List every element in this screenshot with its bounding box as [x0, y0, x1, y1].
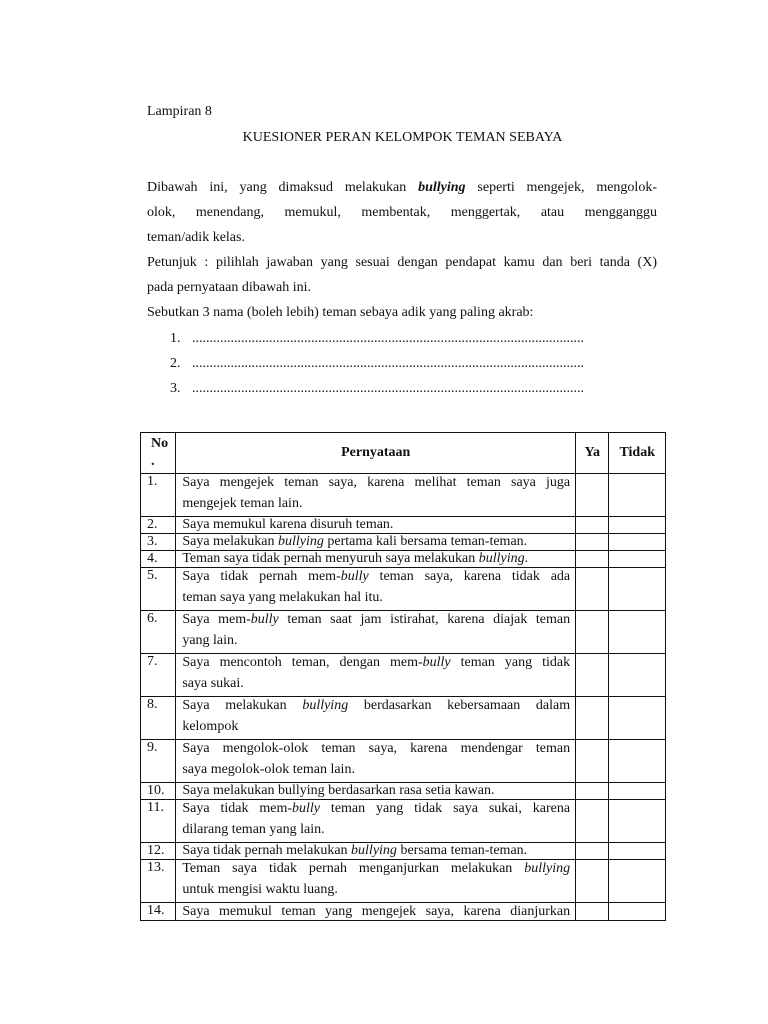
friend-name-line-2[interactable]: 2. ................................................................................................................: [170, 356, 584, 371]
row-number: 9.: [141, 740, 176, 783]
row-statement: Saya mengejek teman saya, karena melihat teman saya juga mengejek teman lain.: [176, 474, 576, 517]
header-statement: Pernyataan: [176, 433, 576, 474]
answer-ya-cell[interactable]: [576, 654, 609, 697]
row-statement: Saya melakukan bullying pertama kali bersama teman-teman.: [176, 534, 576, 551]
answer-tidak-cell[interactable]: [609, 551, 666, 568]
table-row: [141, 534, 666, 551]
row-statement: Saya mengolok-olok teman saya, karena mendengar teman saya megolok-olok teman lain.: [176, 740, 576, 783]
statements-table: [140, 432, 666, 921]
friend-name-line-1[interactable]: 1. ................................................................................................................: [170, 331, 584, 346]
answer-tidak-cell[interactable]: [609, 611, 666, 654]
answer-tidak-cell[interactable]: [609, 740, 666, 783]
header-tidak: Tidak: [609, 433, 666, 474]
table-row: [141, 568, 666, 611]
row-statement: Saya tidak mem-bully teman yang tidak saya sukai, karena dilarang teman yang lain.: [176, 800, 576, 843]
answer-ya-cell[interactable]: [576, 534, 609, 551]
row-statement: Saya memukul karena disuruh teman.: [176, 517, 576, 534]
instruction-line-1: Petunjuk : pilihlah jawaban yang sesuai dengan pendapat kamu dan beri tanda (X): [147, 255, 657, 270]
row-number: 12.: [141, 843, 176, 860]
row-number: 11.: [141, 800, 176, 843]
row-statement: Teman saya tidak pernah menyuruh saya melakukan bullying.: [176, 551, 576, 568]
table-header-row: [141, 433, 666, 474]
answer-tidak-cell[interactable]: [609, 568, 666, 611]
table-row: [141, 517, 666, 534]
table-row: [141, 740, 666, 783]
document-title: KUESIONER PERAN KELOMPOK TEMAN SEBAYA: [242, 130, 563, 145]
table-row: [141, 800, 666, 843]
answer-ya-cell[interactable]: [576, 568, 609, 611]
intro-line-2: olok, menendang, memukul, membentak, menggertak, atau mengganggu: [147, 205, 657, 220]
instruction-line-2: pada pernyataan dibawah ini.: [147, 280, 312, 295]
answer-ya-cell[interactable]: [576, 860, 609, 903]
row-number: 13.: [141, 860, 176, 903]
row-number: 14.: [141, 903, 176, 921]
answer-tidak-cell[interactable]: [609, 654, 666, 697]
friend-name-line-3[interactable]: 3. ................................................................................................................: [170, 381, 584, 396]
table-row: [141, 783, 666, 800]
row-number: 4.: [141, 551, 176, 568]
row-number: 8.: [141, 697, 176, 740]
row-number: 5.: [141, 568, 176, 611]
row-number: 7.: [141, 654, 176, 697]
row-statement: Saya memukul teman yang mengejek saya, karena dianjurkan: [176, 903, 576, 921]
row-statement: Saya tidak pernah mem-bully teman saya, karena tidak ada teman saya yang melakukan hal itu.: [176, 568, 576, 611]
table-row: [141, 551, 666, 568]
table-row: [141, 654, 666, 697]
answer-tidak-cell[interactable]: [609, 783, 666, 800]
row-statement: Saya melakukan bullying berdasarkan rasa setia kawan.: [176, 783, 576, 800]
answer-ya-cell[interactable]: [576, 474, 609, 517]
table-row: [141, 860, 666, 903]
intro-line-1: Dibawah ini, yang dimaksud melakukan bullying seperti mengejek, mengolok-: [147, 180, 657, 195]
table-row: [141, 697, 666, 740]
answer-ya-cell[interactable]: [576, 551, 609, 568]
answer-tidak-cell[interactable]: [609, 474, 666, 517]
answer-ya-cell[interactable]: [576, 843, 609, 860]
row-statement: Saya tidak pernah melakukan bullying bersama teman-teman.: [176, 843, 576, 860]
table-row: [141, 474, 666, 517]
friends-prompt: Sebutkan 3 nama (boleh lebih) teman sebaya adik yang paling akrab:: [147, 305, 534, 320]
intro-line-3: teman/adik kelas.: [147, 230, 245, 245]
answer-ya-cell[interactable]: [576, 800, 609, 843]
answer-ya-cell[interactable]: [576, 517, 609, 534]
row-statement: Teman saya tidak pernah menganjurkan melakukan bullying untuk mengisi waktu luang.: [176, 860, 576, 903]
table-row: [141, 611, 666, 654]
answer-ya-cell[interactable]: [576, 783, 609, 800]
row-number: 3.: [141, 534, 176, 551]
answer-tidak-cell[interactable]: [609, 534, 666, 551]
row-number: 2.: [141, 517, 176, 534]
row-number: 10.: [141, 783, 176, 800]
row-number: 6.: [141, 611, 176, 654]
appendix-label: Lampiran 8: [147, 104, 212, 119]
answer-tidak-cell[interactable]: [609, 697, 666, 740]
row-statement: Saya mem-bully teman saat jam istirahat, karena diajak teman yang lain.: [176, 611, 576, 654]
row-statement: Saya melakukan bullying berdasarkan kebersamaan dalam kelompok: [176, 697, 576, 740]
answer-tidak-cell[interactable]: [609, 903, 666, 921]
answer-ya-cell[interactable]: [576, 611, 609, 654]
answer-tidak-cell[interactable]: [609, 800, 666, 843]
answer-tidak-cell[interactable]: [609, 843, 666, 860]
row-number: 1.: [141, 474, 176, 517]
answer-tidak-cell[interactable]: [609, 517, 666, 534]
answer-ya-cell[interactable]: [576, 903, 609, 921]
row-statement: Saya mencontoh teman, dengan mem-bully teman yang tidak saya sukai.: [176, 654, 576, 697]
answer-ya-cell[interactable]: [576, 697, 609, 740]
answer-tidak-cell[interactable]: [609, 860, 666, 903]
table-row: [141, 903, 666, 921]
answer-ya-cell[interactable]: [576, 740, 609, 783]
header-no: No .: [141, 433, 176, 474]
header-ya: Ya: [576, 433, 609, 474]
table-row: [141, 843, 666, 860]
